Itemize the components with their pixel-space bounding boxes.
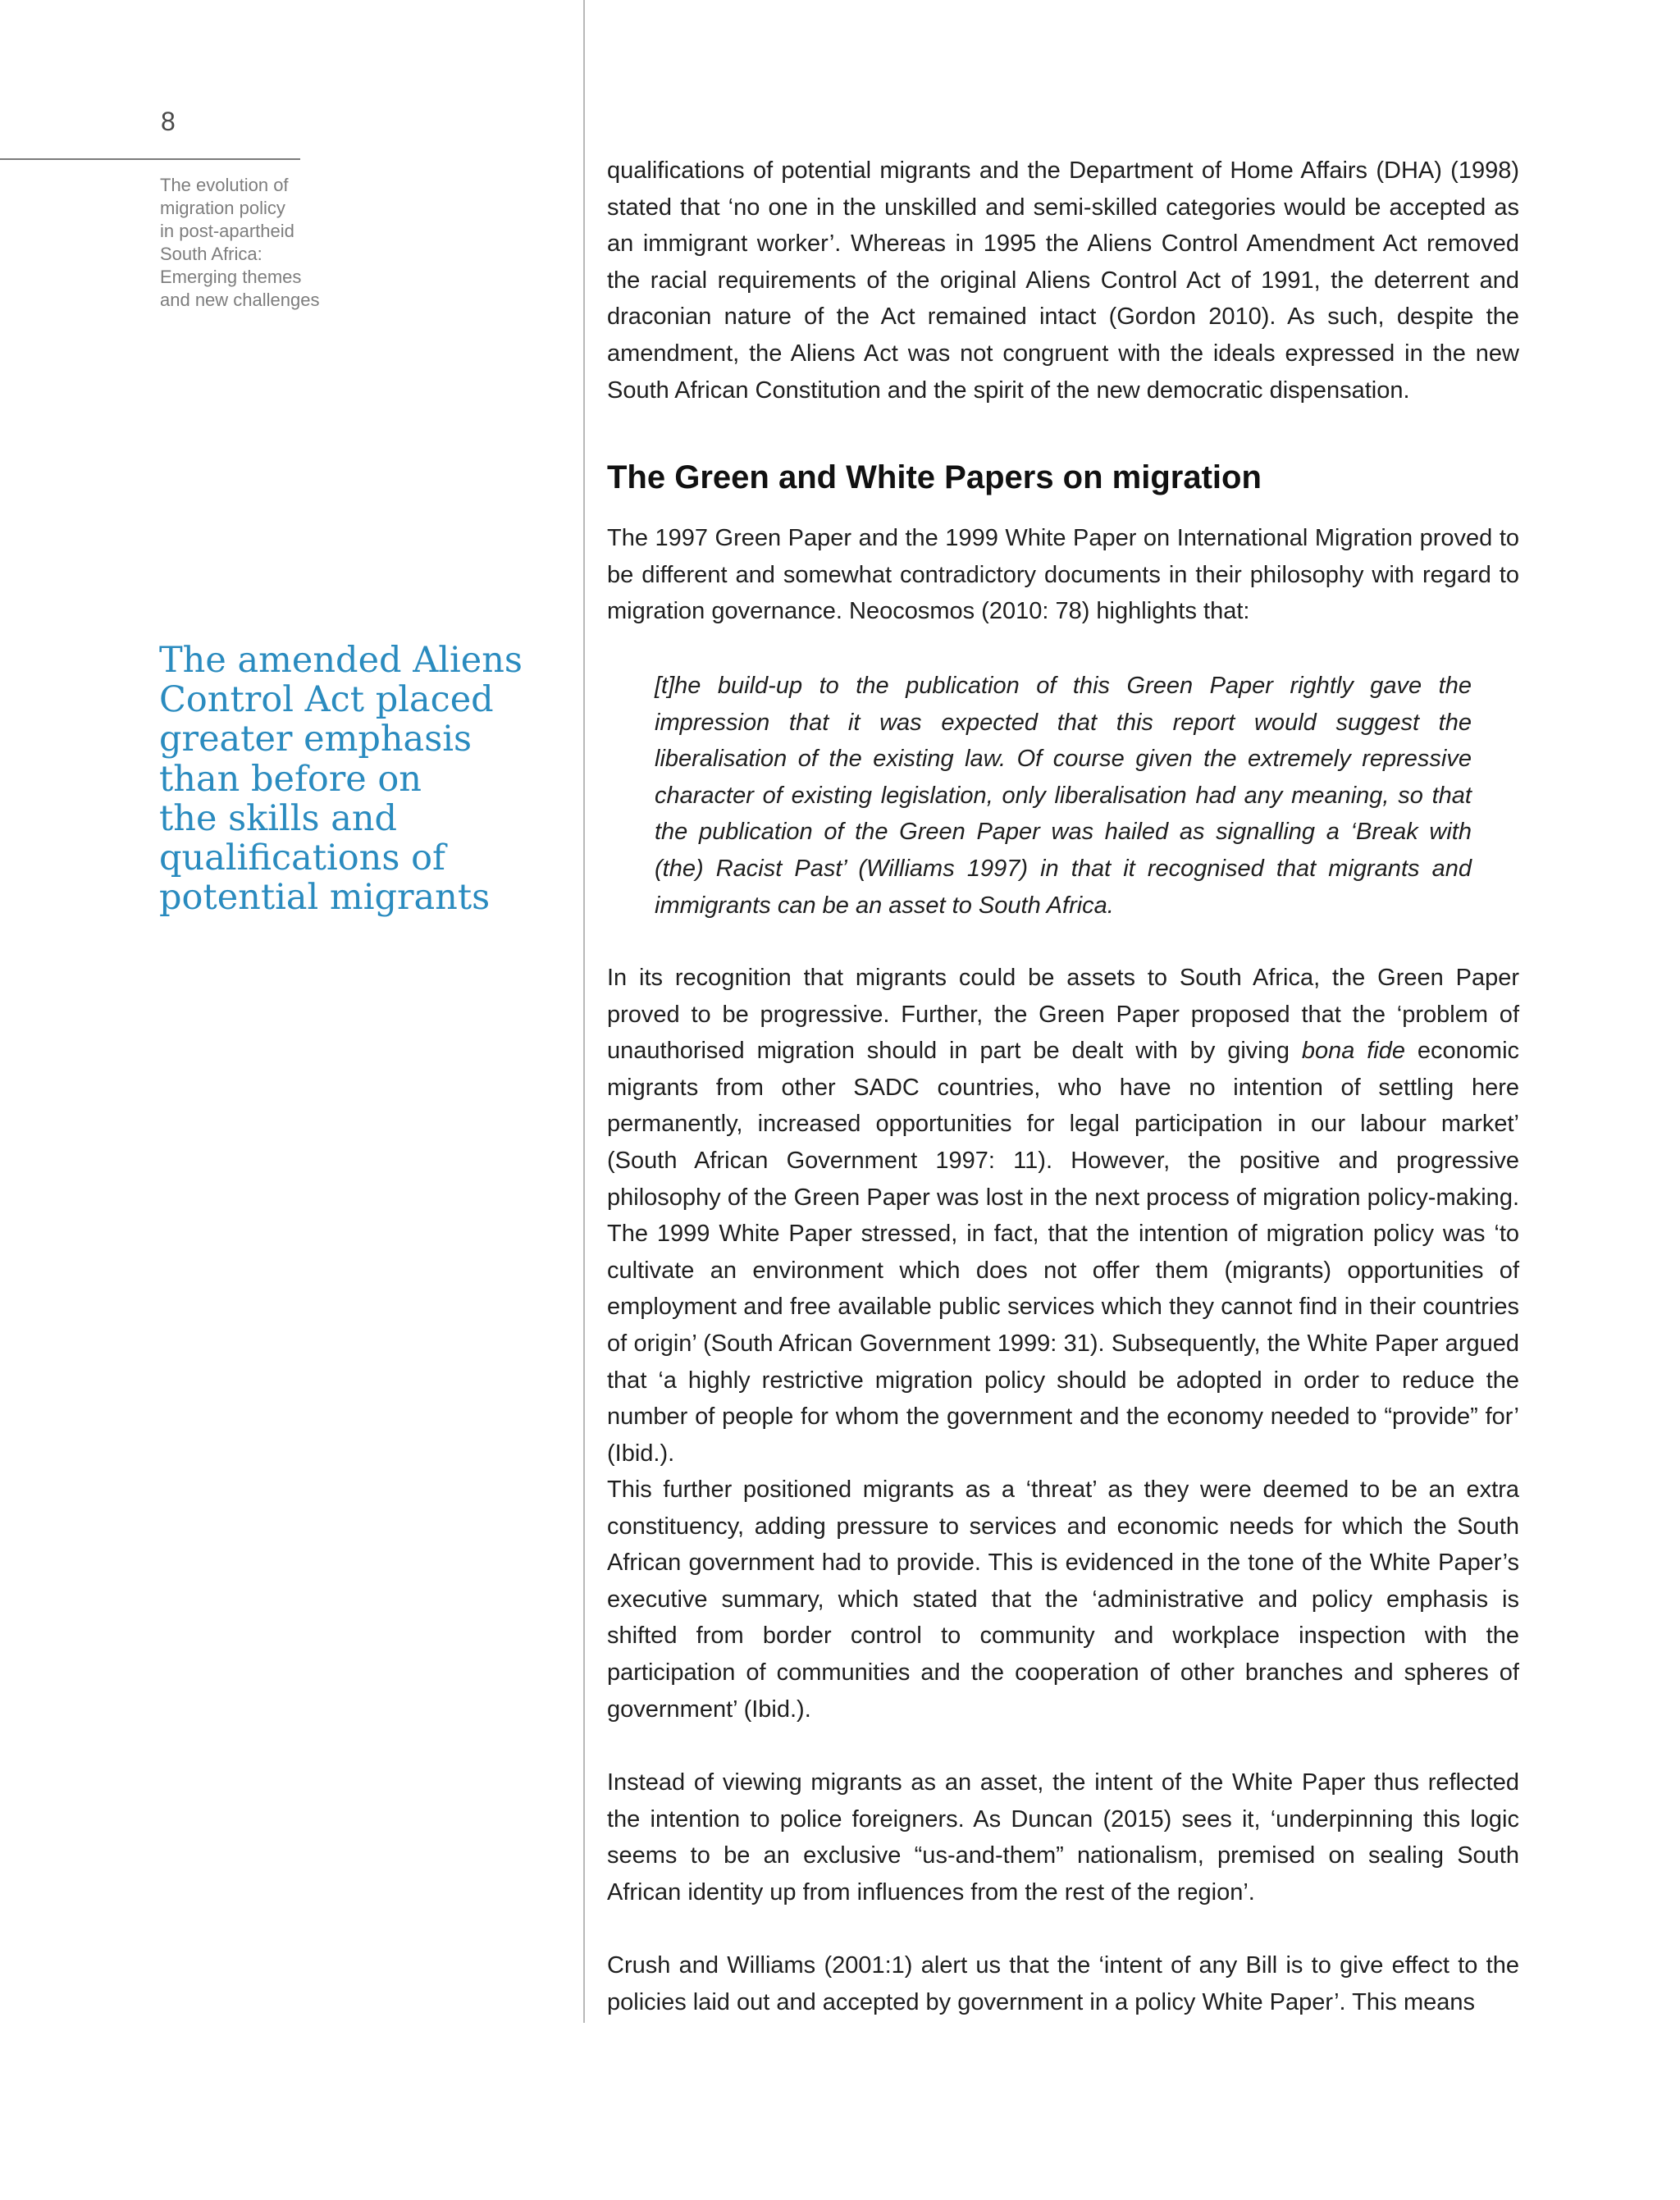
paragraph-5: Crush and Williams (2001:1) alert us that the ‘intent of any Bill is to give effect to the policies laid out and accepted by government in a policy White Paper’. This means (607, 1952, 1519, 2015)
paragraph-2 (607, 960, 1519, 1472)
header-rule (0, 158, 300, 160)
paragraph-2-italic: bona fide (1301, 1038, 1406, 1065)
running-title-line: Emerging themes (160, 267, 302, 287)
running-title-line: The evolution of (160, 175, 289, 195)
column-divider (583, 0, 585, 2023)
pull-quote-line: Control Act placed (159, 679, 494, 721)
running-title (160, 174, 406, 312)
section-heading: The Green and White Papers on migration (607, 459, 1262, 495)
pull-quote (159, 641, 553, 917)
paragraph-2-start: In its recognition that migrants could be assets to South Africa, the Green Paper proved to be progressive. Further, the Green Paper proposed that the ‘problem of unauthorised migration should in part be dealt with by giving (607, 965, 1519, 1065)
running-title-line: and new challenges (160, 290, 320, 310)
paragraph-1: The 1997 Green Paper and the 1999 White Paper on International Migration proved to be different and somewhat contradictory documents in their philosophy with regard to migration governance. Neocosmos (2010: 78) highlights that: (607, 525, 1519, 625)
running-title-line: migration policy (160, 198, 285, 218)
running-title-line: in post-apartheid (160, 221, 294, 241)
running-title-line: South Africa: (160, 244, 262, 264)
paragraph-4: Instead of viewing migrants as an asset, the intent of the White Paper thus reflected the intention to police foreigners. As Duncan (2015) sees it, ‘underpinning this logic seems to be an exclusive “us-and-them” nationalism, premised on sealing South African identity up from influences from the rest of the region’. (607, 1769, 1519, 1906)
block-quote: [t]he build-up to the publication of this Green Paper rightly gave the impression that it was expected that this report would suggest the liberalisation of the existing law. Of course given the extremely repressive character of existing legislation, only liberalisation had any meaning, so that the publication of the Green Paper was hailed as signalling a ‘Break with (the) Racist Past’ (Williams 1997) in that it recognised that migrants and immigrants can be an asset to South Africa. (655, 673, 1472, 919)
intro-paragraph: qualifications of potential migrants and the Department of Home Affairs (DHA) (1998) stated that ‘no one in the unskilled and semi-skilled categories would be accepted as an immigrant worker’. Whereas in 1995 the Aliens Control Amendment Act removed the racial requirements of the original Aliens Control Act of 1991, the deterrent and draconian nature of the Act remained intact (Gordon 2010). As such, despite the amendment, the Aliens Act was not congruent with the ideals expressed in the new South African Constitution and the spirit of the new democratic dispensation. (607, 157, 1519, 404)
paragraph-2-end: economic migrants from other SADC countries, who have no intention of settling here permanently, increased opportunities for legal participation in our labour market’ (South African Government 1997: 11). However, the positive and progressive philosophy of the Green Paper was lost in the next process of migration policy-making. The 1999 White Paper stressed, in fact, that the intention of migration policy was ‘to cultivate an environment which does not offer them (migrants) opportunities of employment and free available public services which they cannot find in their countries of origin’ (South African Government 1999: 31). Subsequently, the White Paper argued that ‘a highly restrictive migration policy should be adopted in order to reduce the number of people for whom the government and the economy needed to “provide” for’ (Ibid.). (607, 1038, 1520, 1467)
pull-quote-line: potential migrants (159, 877, 491, 919)
pull-quote-line: qualifications of (159, 838, 445, 879)
paragraph-3: This further positioned migrants as a ‘threat’ as they were deemed to be an extra constituency, adding pressure to services and economic needs for which the South African government had to provide. This is evidenced in the tone of the White Paper’s executive summary, which stated that the ‘administrative and policy emphasis is shifted from border control to community and workplace inspection with the participation of communities and the cooperation of other branches and spheres of government’ (Ibid.). (607, 1477, 1519, 1723)
pull-quote-line: than before on (159, 758, 422, 800)
page-number: 8 (161, 107, 176, 136)
pull-quote-line: greater emphasis (159, 719, 472, 760)
pull-quote-line: the skills and (159, 797, 398, 839)
pull-quote-line: The amended Aliens (159, 640, 523, 681)
